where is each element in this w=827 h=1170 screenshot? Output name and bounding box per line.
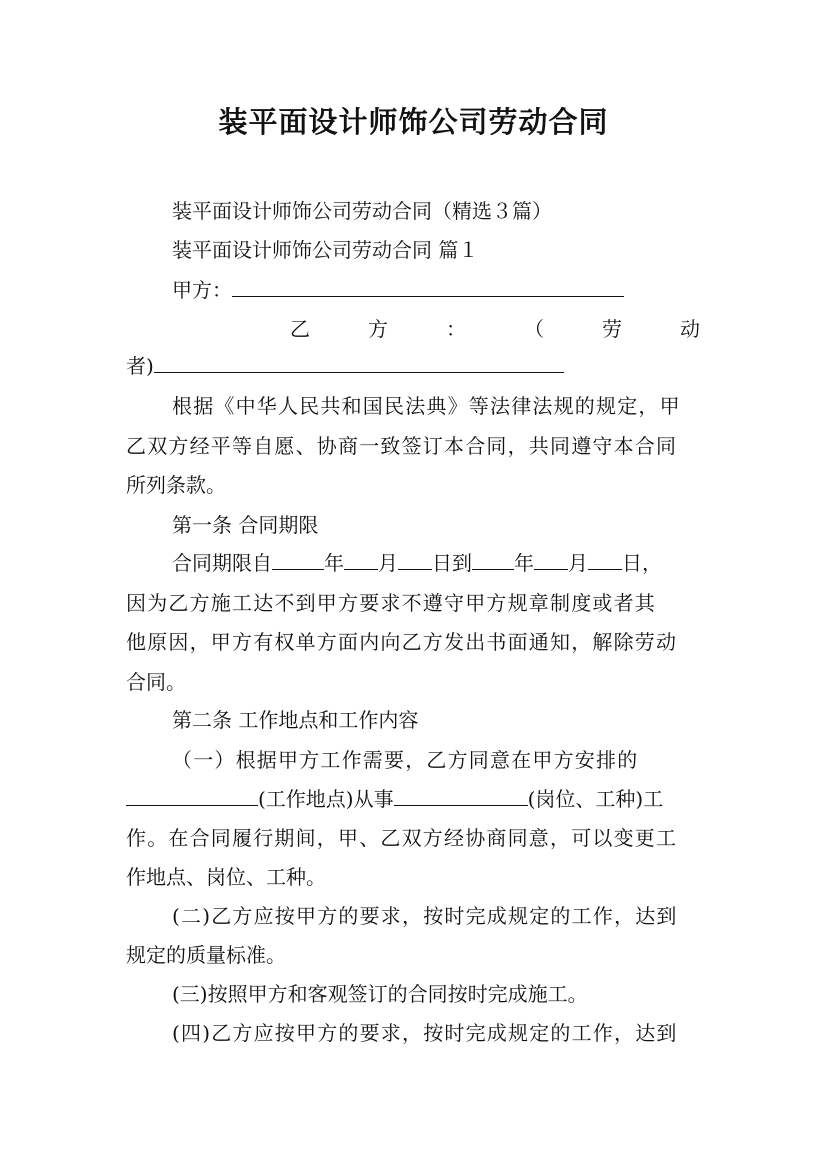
party-a-label: 甲方： [172, 278, 232, 302]
party-b-char: 方 [368, 317, 388, 341]
chapter-heading: 装平面设计师饰公司劳动合同 篇１ [172, 238, 479, 262]
article-1-line-1 [126, 543, 700, 583]
day-blank [588, 545, 622, 570]
party-b-tail: 者) [126, 354, 154, 378]
month-blank [344, 545, 378, 570]
text-span: 月 [378, 551, 398, 575]
item-1-line-4: 作地点、岗位、工种。 [126, 865, 326, 889]
party-b-char: （ [524, 317, 544, 341]
document-subtitle: 装平面设计师饰公司劳动合同（精选３篇） [172, 199, 552, 223]
party-b-line [126, 309, 700, 349]
intro-line-1: 根据《中华人民共和国民法典》等法律法规的规定，甲 [172, 394, 681, 418]
day-blank [398, 545, 432, 570]
party-b-char: 乙 [290, 317, 310, 341]
text-span: 月 [568, 551, 588, 575]
text-span: 合同期限自 [172, 551, 272, 575]
item-1-line-2 [126, 779, 700, 819]
position-blank [394, 781, 528, 806]
party-b-blank [154, 348, 564, 373]
article-1-line-4: 合同。 [126, 670, 186, 694]
item-3-line-1: (三)按照甲方和客观签订的合同按时完成施工。 [172, 982, 588, 1006]
party-a-line [126, 270, 700, 310]
intro-line-3: 所列条款。 [126, 473, 226, 497]
party-b-char: 动 [680, 317, 700, 341]
text-span: 日， [622, 551, 662, 575]
text-span: (工作地点)从事 [258, 787, 394, 811]
item-2-line-2: 规定的质量标准。 [126, 943, 286, 967]
article-1-line-3: 他原因，甲方有权单方面内向乙方发出书面通知，解除劳动 [126, 630, 678, 654]
article-1-title: 第一条 合同期限 [172, 513, 319, 537]
year-blank [272, 545, 324, 570]
text-span: 年 [514, 551, 534, 575]
work-location-blank [126, 781, 258, 806]
text-span: 年 [324, 551, 344, 575]
party-b-char: 劳 [602, 317, 622, 341]
item-1-line-1: （一）根据甲方工作需要，乙方同意在甲方安排的 [172, 748, 639, 772]
article-1-line-2: 因为乙方施工达不到甲方要求不遵守甲方规章制度或者其 [126, 591, 656, 615]
party-b-line-2 [126, 346, 700, 386]
text-span: (岗位、工种)工 [527, 787, 664, 811]
article-2-title: 第二条 工作地点和工作内容 [172, 708, 419, 732]
item-4-line-1: (四)乙方应按甲方的要求，按时完成规定的工作，达到 [172, 1021, 678, 1045]
month-blank [534, 545, 568, 570]
year-blank [472, 545, 514, 570]
item-1-line-3: 作。在合同履行期间，甲、乙双方经协商同意，可以变更工 [126, 826, 678, 850]
party-b-char: ： [446, 317, 466, 341]
intro-line-2: 乙双方经平等自愿、协商一致签订本合同，共同遵守本合同 [126, 434, 678, 458]
document-title: 装平面设计师饰公司劳动合同 [218, 105, 609, 139]
item-2-line-1: (二)乙方应按甲方的要求，按时完成规定的工作，达到 [172, 904, 678, 928]
text-span: 日到 [432, 551, 472, 575]
party-a-blank [232, 272, 624, 297]
